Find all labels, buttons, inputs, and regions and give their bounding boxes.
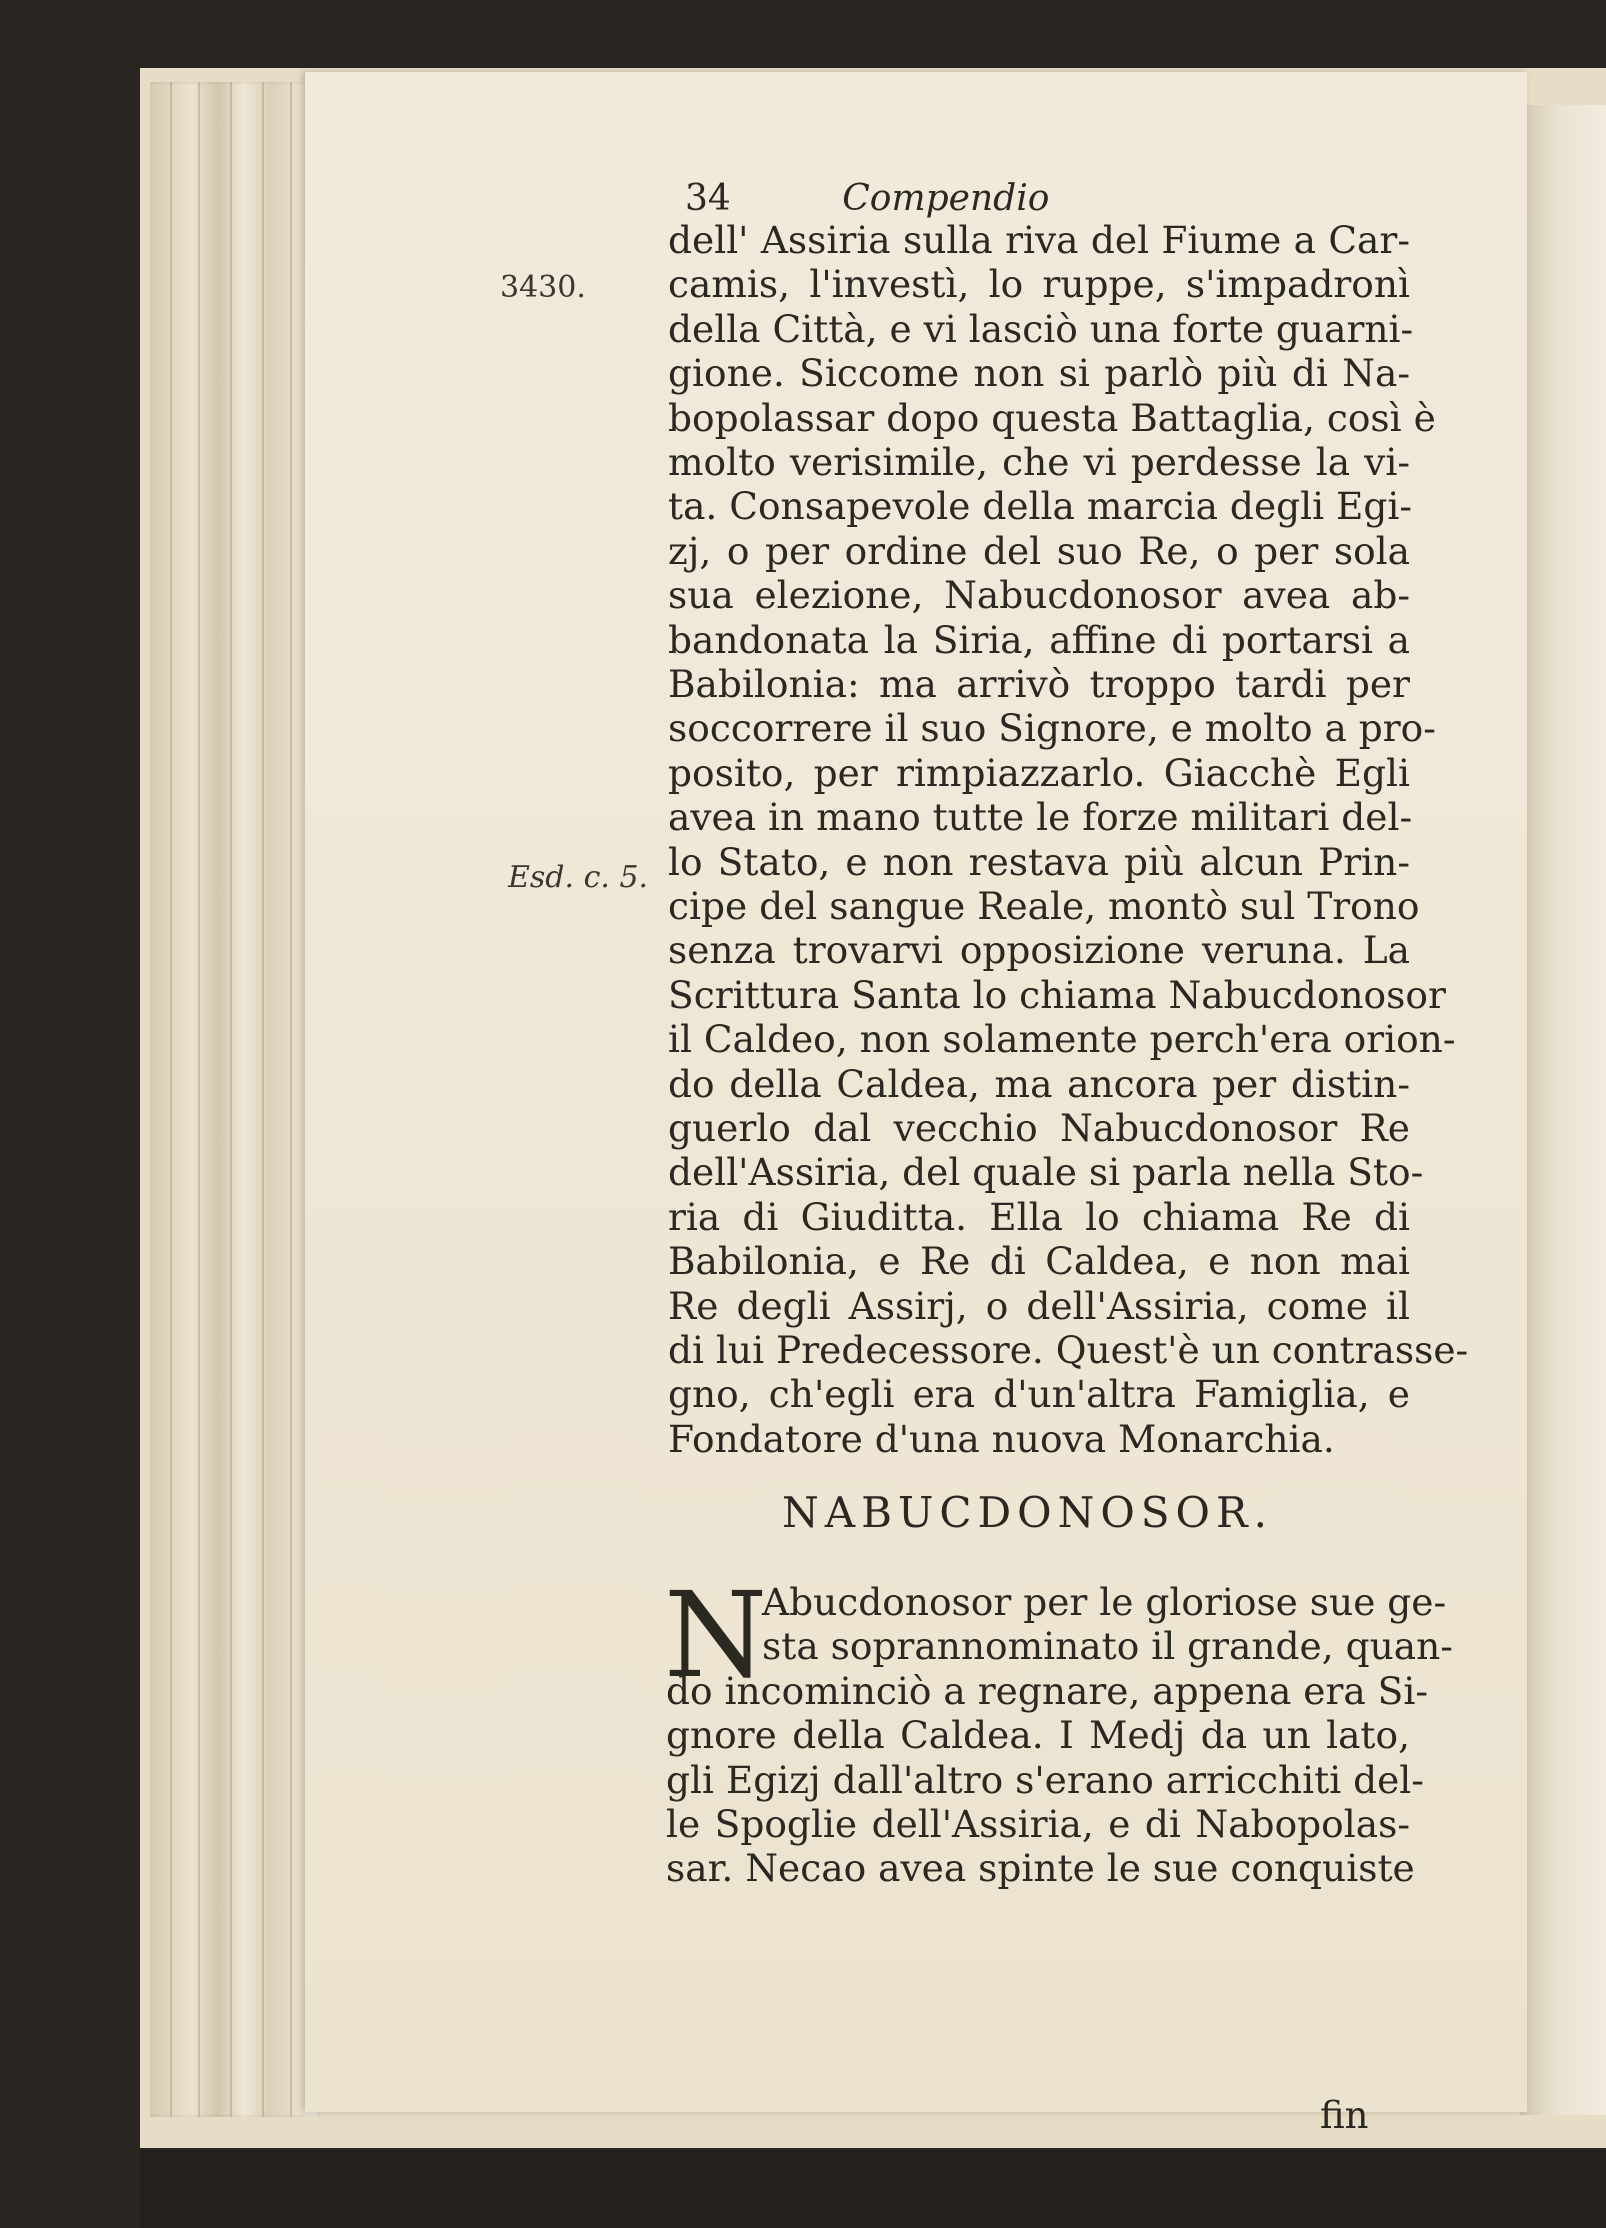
text-line: molto verisimile, che vi perdesse la vi-	[668, 440, 1410, 484]
page-edges-left	[150, 82, 320, 2117]
text-line: ta. Consapevole della marcia degli Egi-	[668, 484, 1413, 529]
text-line: zj, o per ordine del suo Re, o per sola	[668, 528, 1410, 573]
text-line: ria di Giuditta. Ella lo chiama Re di	[668, 1194, 1410, 1239]
running-header	[685, 178, 1049, 219]
text-line: do della Caldea, ma ancora per distin-	[668, 1061, 1410, 1106]
text-line: senza trovarvi opposizione veruna. La	[668, 928, 1410, 973]
text-line: il Caldeo, non solamente perch'era orion-	[668, 1017, 1456, 1062]
text-line: camis, l'investì, lo ruppe, s'impadronì	[668, 262, 1410, 307]
text-line: dell'Assiria, del quale si parla nella Sto-	[668, 1150, 1424, 1195]
page-number: 34	[685, 178, 731, 219]
margin-year: 3430.	[500, 270, 586, 305]
text-line: Babilonia, e Re di Caldea, e non mai	[668, 1239, 1410, 1284]
text-line: cipe del sangue Reale, montò sul Trono	[668, 884, 1420, 928]
drop-cap: N	[664, 1566, 768, 1704]
running-title: Compendio	[842, 178, 1050, 219]
section-line: le Spoglie dell'Assiria, e di Nabopolas-	[666, 1802, 1410, 1846]
text-line: bopolassar dopo questa Battaglia, così è	[668, 395, 1436, 440]
margin-reference: Esd. c. 5.	[508, 860, 649, 895]
text-line: dell' Assiria sulla riva del Fiume a Car-	[668, 218, 1410, 262]
text-line: bandonata la Siria, affine di portarsi a	[668, 617, 1410, 662]
text-line: Babilonia: ma arrivò troppo tardi per	[668, 662, 1410, 706]
text-line: sua elezione, Nabucdonosor avea ab-	[668, 573, 1410, 618]
text-line: Fondatore d'una nuova Monarchia.	[668, 1416, 1335, 1461]
section-line: gli Egizj dall'altro s'erano arricchiti del-	[666, 1757, 1424, 1802]
section-heading: NABUCDONOSOR.	[782, 1488, 1273, 1537]
text-line: di lui Predecessore. Quest'è un contrasse-	[668, 1328, 1469, 1372]
bottom-shadow	[140, 2150, 1606, 2228]
text-line: avea in mano tutte le forze militari del-	[668, 795, 1413, 840]
text-line: guerlo dal vecchio Nabucdonosor Re	[668, 1106, 1410, 1150]
text-line: posito, per rimpiazzarlo. Giacchè Egli	[668, 750, 1410, 795]
text-line: della Città, e vi lasciò una forte guarni-	[668, 306, 1414, 351]
section-line: do incominciò a regnare, appena era Si-	[666, 1668, 1429, 1713]
catchword: fin	[1320, 2094, 1369, 2137]
section-line: sar. Necao avea spinte le sue conquiste	[666, 1846, 1415, 1891]
section-line: Abucdonosor per le gloriose sue ge-	[762, 1580, 1447, 1624]
text-line: lo Stato, e non restava più alcun Prin-	[668, 839, 1410, 884]
text-line: gione. Siccome non si parlò più di Na-	[668, 351, 1410, 396]
text-line: soccorrere il suo Signore, e molto a pro-	[668, 706, 1436, 751]
text-line: gno, ch'egli era d'un'altra Famiglia, e	[668, 1372, 1410, 1417]
text-line: Re degli Assirj, o dell'Assiria, come il	[668, 1283, 1410, 1328]
page-edges-right	[1520, 105, 1606, 2115]
section-line: sta soprannominato il grande, quan-	[762, 1624, 1453, 1669]
text-line: Scrittura Santa lo chiama Nabucdonosor	[668, 972, 1446, 1017]
section-line: gnore della Caldea. I Medj da un lato,	[666, 1713, 1410, 1758]
